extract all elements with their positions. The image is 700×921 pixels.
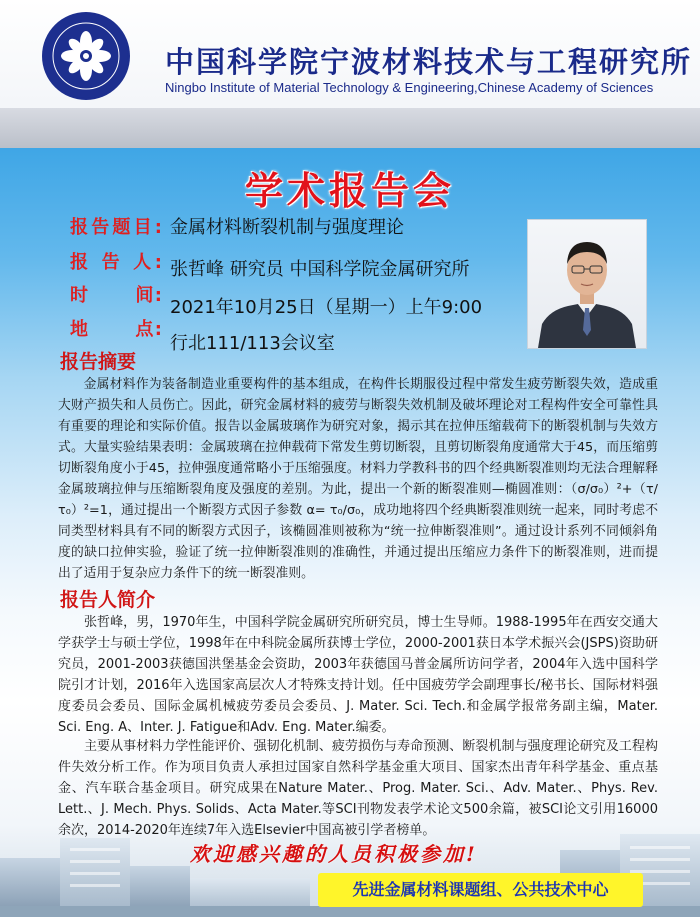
abstract-text: 金属材料作为装备制造业重要构件的基本组成，在构件长期服役过程中常发生疲劳断裂失效，造成重大财产损失和人员伤亡。因此，研究金属材料的疲劳与断裂失效机制及破坏理论对工程构件安全可靠性具有重要的理论和实际价值。报告以金属玻璃作为研究对象，揭示其在拉伸压缩载荷下的断裂机制与失效方式。大量实验结果表明：金属玻璃在拉伸载荷下常发生剪切断裂，且剪切断裂角度通常大于45，而压缩剪切断裂角度小于45，拉伸强度通常略小于压缩强度。材料力学教科书的四个经典断裂准则均无法合理解释金属玻璃拉伸与压缩断裂角度及强度的差别。为此，提出一个新的断裂准则—椭圆准则：（σ/σ₀）²+（τ/τ₀）²=1，通过提出一个断裂方式因子参数 α= τ₀/σ₀，成功地将四个经典断裂准则统一起来，同时考虑不同类型材料具有不同的断裂方式因子，该椭圆准则被称为“统一拉伸断裂准则”。通过设计系列不同倾斜角度的缺口拉伸实验，验证了统一拉伸断裂准则的准确性，并通过提出压缩应力条件下的断裂准则，进而提出了适用于复杂应力条件下的统一断裂准则。 [58, 377, 658, 581]
institute-name-en: Ningbo Institute of Material Technology & Engineering,Chinese Academy of Sciences [165, 80, 654, 95]
institute-name-cn: 中国科学院宁波材料技术与工程研究所 [165, 45, 693, 79]
abstract-heading: 报告摘要 [60, 351, 137, 373]
bio-paragraph-2: 主要从事材料力学性能评价、强韧化机制、疲劳损伤与寿命预测、断裂机制与强度理论研究及工程构件失效分析工作。作为项目负责人承担过国家自然科学基金重大项目、国家杰出青年科学基金、重点基金、汽车联合基金项目。研究成果在Nature Mater.、Prog. Mater. Sci.、Adv. Mater.、Phys. Rev. Lett.、J. Mech. Phys. Solids、Acta Mater.等SCI刊物发表学术论文500余篇，被SCI论文引用16000余次，2014-2020年连续7年入选Elsevier中国高被引学者榜单。 [58, 739, 658, 838]
cas-logo [42, 12, 130, 100]
speaker-photo [527, 219, 647, 349]
cas-logo-emblem-icon [42, 12, 130, 100]
time-label: 时 间: [70, 285, 162, 306]
speaker-value: 张哲峰 研究员 中国科学院金属研究所 [170, 259, 470, 280]
header [0, 0, 700, 148]
welcome-slogan: 欢迎感兴趣的人员积极参加! [190, 842, 478, 866]
bio-paragraph-1: 张哲峰，男，1970年生，中国科学院金属研究所研究员，博士生导师。1988-1995年在西安交通大学获学士与硕士学位，1998年在中科院金属所获博士学位，2000-2001获日本学术振兴会(JSPS)资助研究员，2001-2003获德国洪堡基金会资助，2003年获德国马普金属所访问学者，2004年入选中国科学院引才计划，2016年入选国家高层次人才特殊支持计划。任中国疲劳学会副理事长/秘书长、国际材料强度委员会委员、国际金属机械疲劳委员会委员、J. Mater. Sci. Tech.和金属学报常务副主编，Mater. Sci. Eng. A、Inter. J. Fatigue和Adv. Eng. Mater.编委。 [58, 615, 658, 735]
topic-label: 报告题目: [70, 217, 162, 238]
topic-value: 金属材料断裂机制与强度理论 [170, 217, 404, 238]
organizer-banner: 先进金属材料课题组、公共技术中心 [318, 873, 643, 907]
place-value: 行北111/113会议室 [170, 333, 335, 354]
place-label: 地 点: [70, 319, 162, 340]
bio-heading: 报告人简介 [60, 589, 156, 611]
event-title: 学术报告会 [244, 168, 455, 213]
speaker-portrait-icon [528, 220, 646, 348]
header-band [0, 108, 700, 150]
speaker-label: 报 告 人: [70, 252, 162, 273]
time-value: 2021年10月25日（星期一）上午9:00 [170, 297, 483, 318]
